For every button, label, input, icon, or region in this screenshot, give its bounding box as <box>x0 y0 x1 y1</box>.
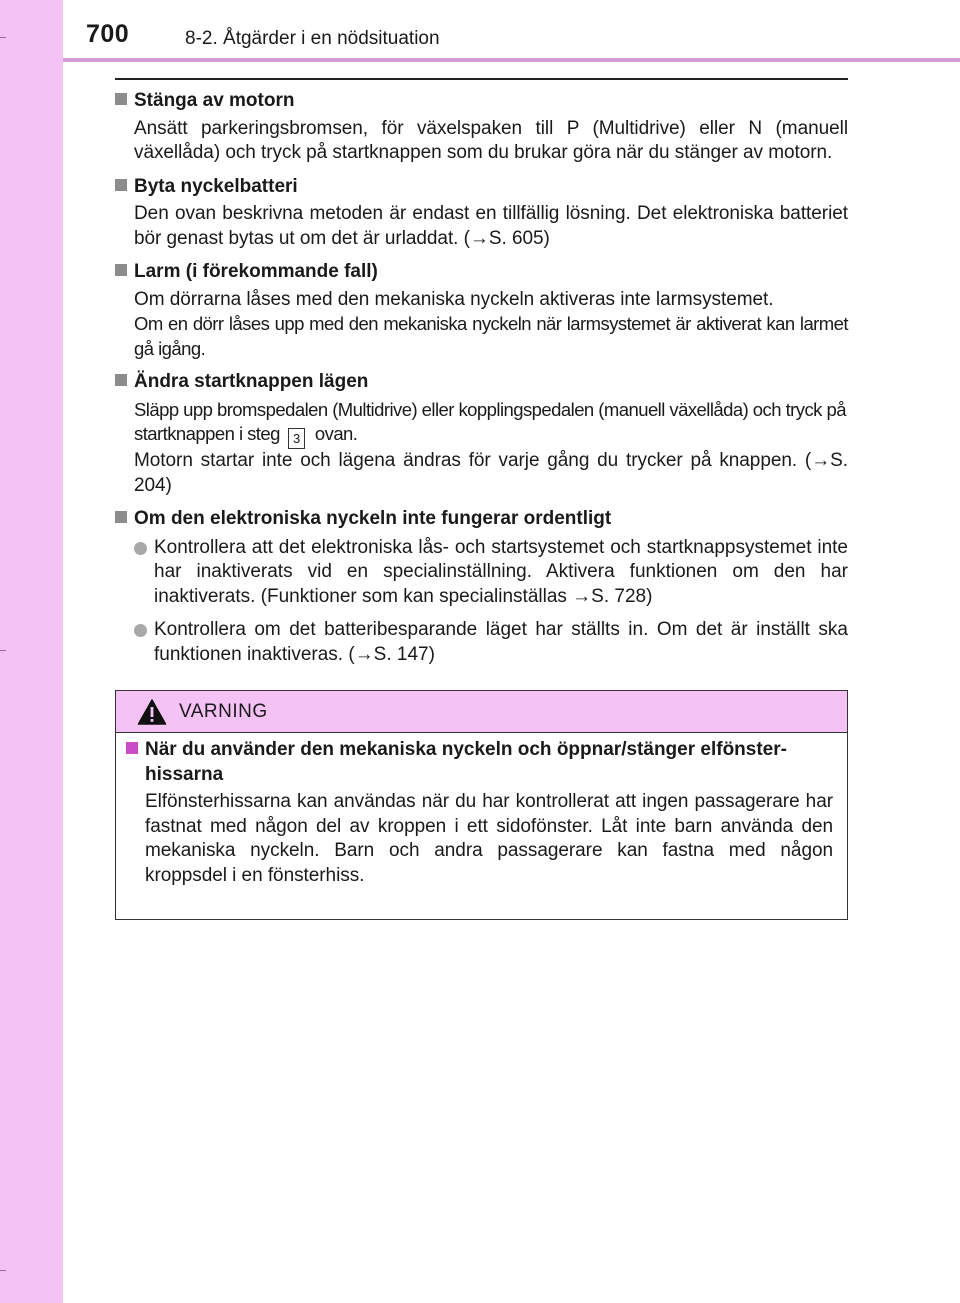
section-text: Om en dörr låses upp med den mekaniska nyckeln när larmsystemet är aktiverat kan larmet gå igång. <box>134 313 848 359</box>
warning-heading: När du använder den mekaniska nyckeln och öppnar/stänger elfönsterhissarna <box>126 738 833 787</box>
warning-title: VARNING <box>179 700 268 722</box>
crop-mark <box>0 650 6 651</box>
circle-bullet-icon <box>134 542 147 555</box>
list-item: Kontrollera att det elektroniska lås- och startsystemet och startknappsystemet inte har inaktiverats vid en specialinställning. Aktivera funktionen om den har inaktiverats. (Funktioner som kan specialinställas →S. 728) <box>134 536 848 610</box>
section-text: Släpp upp bromspedalen (Multidrive) eller kopplingspedalen (manuell växellåda) och tryck på startknappen i steg 3 ovan. <box>134 398 848 450</box>
square-icon <box>126 742 138 754</box>
section-stop-engine <box>115 89 848 166</box>
circle-bullet-icon <box>134 624 147 637</box>
section-heading: Byta nyckelbatteri <box>115 175 848 200</box>
crop-mark <box>0 1270 6 1271</box>
crop-mark <box>0 37 6 38</box>
warning-box <box>115 690 848 920</box>
section-key-not-working <box>115 507 848 667</box>
left-margin-band <box>0 0 63 1303</box>
warning-triangle-icon <box>137 698 167 726</box>
step-number-box: 3 <box>288 428 305 449</box>
square-icon <box>115 511 127 523</box>
list-item: Kontrollera om det batteribesparande läget har ställts in. Om det är inställt ska funktionen inaktiveras. (→S. 147) <box>134 618 848 667</box>
section-text: Den ovan beskrivna metoden är endast en tillfällig lösning. Det elektroniska batteriet bör genast bytas ut om det är urladdat. (→S. 605) <box>134 203 848 249</box>
section-text: Ansätt parkeringsbromsen, för växelspaken till P (Multidrive) eller N (manuell växellåda) och tryck på startknappen som du brukar göra när du stänger av motorn. <box>134 117 848 163</box>
section-start-button-modes <box>115 370 848 498</box>
section-heading: Ändra startknappen lägen <box>115 370 848 395</box>
header-rule <box>63 58 960 62</box>
section-key-battery <box>115 175 848 252</box>
warning-body <box>116 733 847 888</box>
page-number: 700 <box>86 20 130 48</box>
section-text: Motorn startar inte och lägena ändras för varje gång du trycker på knappen. (→S. 204) <box>134 450 848 496</box>
page-content <box>115 89 848 676</box>
warning-text: Elfönsterhissarna kan användas när du har kontrollerat att ingen passagerare har fastnat med någon del av kroppen i ett sidofönster. Låt inte barn använda den mekaniska nyckeln. Barn och andra passagerare kan fastna med någon kroppsdel i en fönsterhiss. <box>145 791 833 886</box>
section-heading: Om den elektroniska nyckeln inte fungerar ordentligt <box>115 507 848 532</box>
square-icon <box>115 374 127 386</box>
square-icon <box>115 179 127 191</box>
square-icon <box>115 264 127 276</box>
square-icon <box>115 93 127 105</box>
section-text: Om dörrarna låses med den mekaniska nyckeln aktiveras inte larmsystemet. <box>134 288 774 310</box>
warning-header <box>116 691 847 733</box>
content-top-rule <box>115 78 848 80</box>
section-heading: Larm (i förekommande fall) <box>115 260 848 285</box>
section-heading: Stänga av motorn <box>115 89 848 114</box>
section-title: 8-2. Åtgärder i en nödsituation <box>185 28 440 49</box>
section-alarm <box>115 260 848 361</box>
